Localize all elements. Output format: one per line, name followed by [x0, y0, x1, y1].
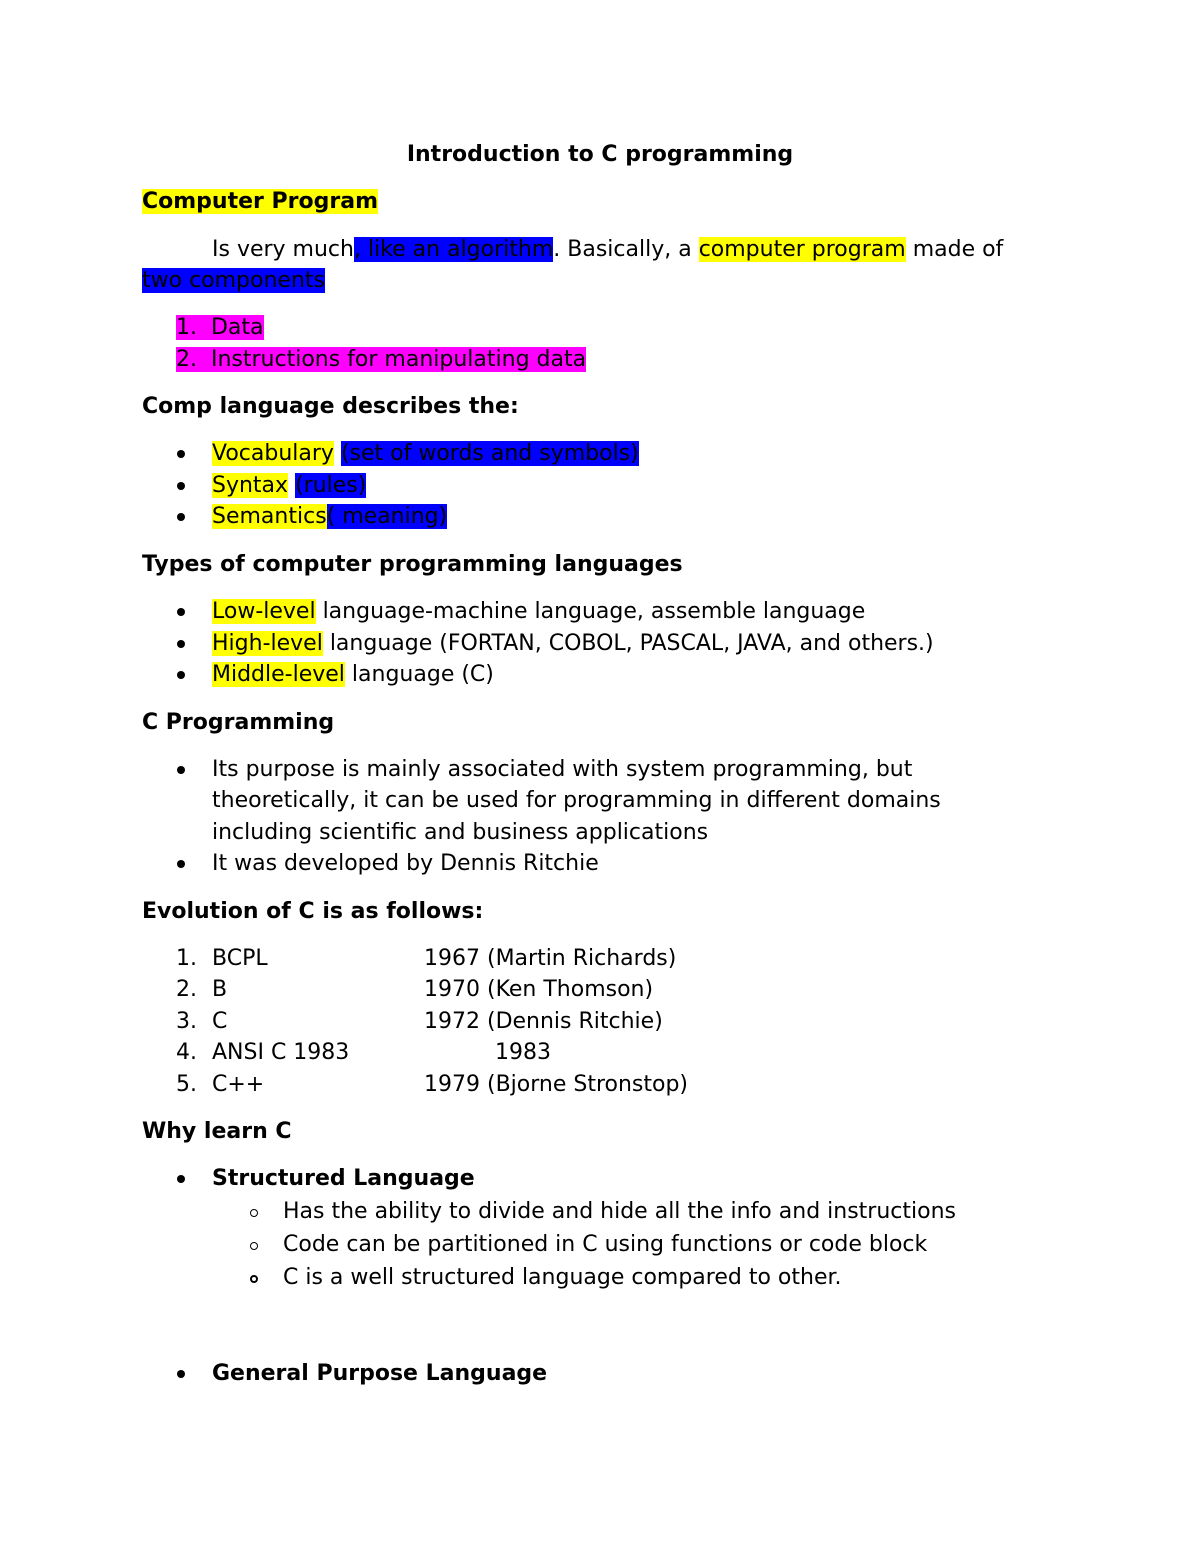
- structured-subitem-1: Has the ability to divide and hide all the info and instructions: [283, 1199, 956, 1224]
- evolution-detail-1: 1967 (Martin Richards): [424, 946, 677, 971]
- evolution-name-5: C++: [212, 1072, 265, 1097]
- evolution-name-3: C: [212, 1009, 228, 1034]
- list-number: 3.: [176, 1009, 197, 1034]
- list-item-vocabulary: Vocabulary (set of words and symbols): [212, 441, 639, 466]
- section-heading-c-programming: C Programming: [142, 710, 335, 735]
- bullet-icon: [177, 1175, 185, 1183]
- bullet-icon: [177, 450, 185, 458]
- circle-bullet-icon: [250, 1209, 258, 1217]
- bullet-icon: [177, 671, 185, 679]
- bullet-icon: [177, 482, 185, 490]
- bullet-icon: [177, 860, 185, 868]
- list-number: 2.: [176, 977, 197, 1002]
- computer-program-paragraph-line-1: Is very much, like an algorithm. Basically, a computer program made of: [212, 237, 1004, 262]
- list-item-low-level: Low-level language-machine language, assemble language: [212, 599, 866, 624]
- list-item-syntax: Syntax (rules): [212, 473, 367, 498]
- bullet-icon: [177, 513, 185, 521]
- structured-subitem-3: C is a well structured language compared to other.: [283, 1265, 842, 1290]
- circle-bullet-icon: [250, 1242, 258, 1250]
- document-title: Introduction to C programming: [406, 142, 794, 167]
- evolution-name-1: BCPL: [212, 946, 268, 971]
- component-item-instructions: 2. Instructions for manipulating data: [176, 347, 587, 372]
- c-purpose-line-3: including scientific and business applications: [212, 820, 709, 845]
- c-purpose-line-2: theoretically, it can be used for programming in different domains: [212, 788, 941, 813]
- section-heading-why-learn: Why learn C: [142, 1119, 292, 1144]
- structured-subitem-2: Code can be partitioned in C using functions or code block: [283, 1232, 928, 1257]
- computer-program-paragraph-line-2: two components: [142, 268, 325, 293]
- evolution-name-4: ANSI C 1983: [212, 1040, 350, 1065]
- evolution-detail-5: 1979 (Bjorne Stronstop): [424, 1072, 689, 1097]
- component-item-data: 1. Data: [176, 315, 264, 340]
- section-heading-comp-language: Comp language describes the:: [142, 394, 519, 419]
- list-item-semantics: Semantics( meaning): [212, 504, 448, 529]
- bullet-icon: [177, 766, 185, 774]
- section-heading-types: Types of computer programming languages: [142, 552, 683, 577]
- list-number: 1.: [176, 946, 197, 971]
- evolution-detail-3: 1972 (Dennis Ritchie): [424, 1009, 663, 1034]
- list-number: 4.: [176, 1040, 197, 1065]
- c-developer-item: It was developed by Dennis Ritchie: [212, 851, 599, 876]
- list-item-high-level: High-level language (FORTAN, COBOL, PASCAL, JAVA, and others.): [212, 631, 934, 656]
- c-purpose-line-1: Its purpose is mainly associated with system programming, but: [212, 757, 913, 782]
- section-heading-computer-program: Computer Program: [142, 189, 378, 214]
- bullet-icon: [177, 608, 185, 616]
- evolution-name-2: B: [212, 977, 228, 1002]
- list-item-middle-level: Middle-level language (C): [212, 662, 494, 687]
- structured-language-label: Structured Language: [212, 1166, 475, 1191]
- bullet-icon: [177, 640, 185, 648]
- general-purpose-label: General Purpose Language: [212, 1361, 548, 1386]
- evolution-detail-2: 1970 (Ken Thomson): [424, 977, 654, 1002]
- section-heading-evolution: Evolution of C is as follows:: [142, 899, 484, 924]
- bullet-icon: [177, 1370, 185, 1378]
- circle-bullet-icon: [250, 1275, 258, 1283]
- evolution-detail-4: 1983: [495, 1040, 551, 1065]
- list-number: 5.: [176, 1072, 197, 1097]
